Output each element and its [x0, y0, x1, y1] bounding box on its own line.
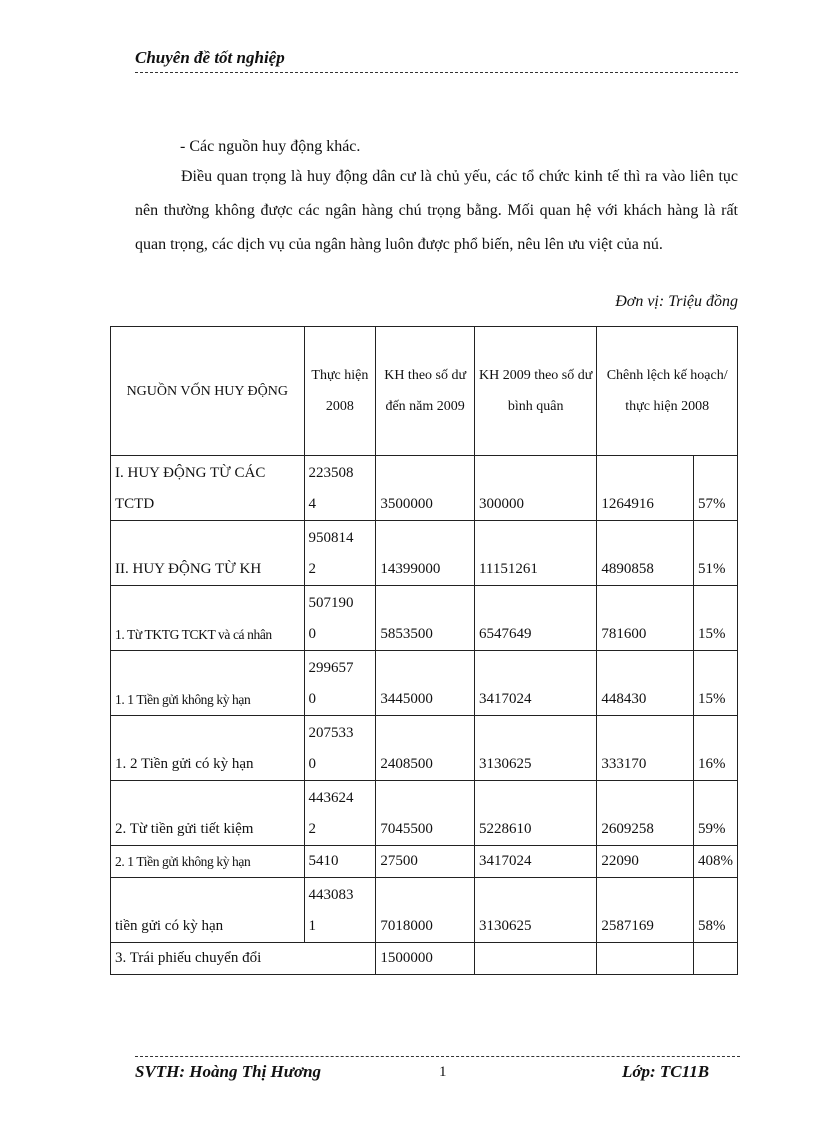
- page-header-title: Chuyên đề tốt nghiệp: [135, 48, 738, 73]
- table-row: [111, 781, 738, 846]
- table-row: [111, 716, 738, 781]
- table-row: [111, 846, 738, 878]
- row-plan-avg: 3130625: [474, 878, 596, 943]
- unit-label: Đơn vị: Triệu đồng: [615, 293, 738, 310]
- row-plan-end: 7045500: [376, 781, 475, 846]
- table-row: [111, 651, 738, 716]
- page-number: 1: [439, 1064, 447, 1080]
- row-pct: [693, 943, 737, 975]
- row-pct: 58%: [693, 878, 737, 943]
- row-actual: 443083 1: [304, 878, 376, 943]
- row-plan-avg: 5228610: [474, 781, 596, 846]
- table-row: [111, 943, 738, 975]
- row-diff: 781600: [597, 586, 694, 651]
- row-name: tiền gửi có kỳ hạn: [111, 878, 305, 943]
- row-plan-end: 1500000: [376, 943, 475, 975]
- table-row: [111, 878, 738, 943]
- row-actual: 5410: [304, 846, 376, 878]
- footer-class: Lớp: TC11B: [622, 1062, 710, 1081]
- header-plan-avg: KH 2009 theo số dư bình quân: [474, 327, 596, 456]
- header-actual: Thực hiện 2008: [304, 327, 376, 456]
- row-plan-avg: 6547649: [474, 586, 596, 651]
- header-diff: Chênh lệch kế hoạch/ thực hiện 2008: [597, 327, 738, 456]
- row-plan-end: 27500: [376, 846, 475, 878]
- row-plan-end: 7018000: [376, 878, 475, 943]
- row-name: II. HUY ĐỘNG TỪ KH: [111, 521, 305, 586]
- row-plan-end: 2408500: [376, 716, 475, 781]
- row-plan-avg: 300000: [474, 456, 596, 521]
- row-actual: 507190 0: [304, 586, 376, 651]
- row-diff: 2609258: [597, 781, 694, 846]
- row-diff: 4890858: [597, 521, 694, 586]
- row-plan-avg: 3417024: [474, 846, 596, 878]
- row-diff: 22090: [597, 846, 694, 878]
- row-diff: 2587169: [597, 878, 694, 943]
- row-actual: 950814 2: [304, 521, 376, 586]
- row-diff: [597, 943, 694, 975]
- row-actual: 207533 0: [304, 716, 376, 781]
- row-actual: 299657 0: [304, 651, 376, 716]
- row-plan-end: 5853500: [376, 586, 475, 651]
- table-header-row: [111, 327, 738, 456]
- row-pct: 16%: [693, 716, 737, 781]
- row-diff: 1264916: [597, 456, 694, 521]
- row-pct: 408%: [693, 846, 737, 878]
- table-row: [111, 521, 738, 586]
- table-row: [111, 456, 738, 521]
- row-plan-avg: 3130625: [474, 716, 596, 781]
- row-plan-avg: [474, 943, 596, 975]
- row-name: 2. 1 Tiền gửi không kỳ hạn: [111, 846, 305, 878]
- row-pct: 59%: [693, 781, 737, 846]
- row-name: 1. 2 Tiền gửi có kỳ hạn: [111, 716, 305, 781]
- capital-mobilization-table: [110, 326, 738, 975]
- row-pct: 15%: [693, 586, 737, 651]
- row-diff: 448430: [597, 651, 694, 716]
- row-plan-avg: 11151261: [474, 521, 596, 586]
- footer-author: SVTH: Hoàng Thị Hương: [135, 1062, 322, 1081]
- row-pct: 15%: [693, 651, 737, 716]
- body-paragraph: Điều quan trọng là huy động dân cư là chủ yếu, các tổ chức kinh tế thì ra vào liên tục nên thường không được các ngân hàng chú trọng bằng. Mối quan hệ với khách hàng là rất quan trọng, các dịch vụ của ngân hàng luôn được phổ biến, nêu lên ưu việt của nú.: [135, 168, 738, 253]
- table-row: [111, 586, 738, 651]
- row-pct: 51%: [693, 521, 737, 586]
- row-pct: 57%: [693, 456, 737, 521]
- header-source: NGUỒN VỐN HUY ĐỘNG: [111, 327, 305, 456]
- row-actual: 443624 2: [304, 781, 376, 846]
- row-diff: 333170: [597, 716, 694, 781]
- row-plan-end: 14399000: [376, 521, 475, 586]
- row-actual: 223508 4: [304, 456, 376, 521]
- row-name: 1. Từ TKTG TCKT và cá nhân: [111, 586, 305, 651]
- row-name: 1. 1 Tiền gửi không kỳ hạn: [111, 651, 305, 716]
- row-name: I. HUY ĐỘNG TỪ CÁC TCTD: [111, 456, 305, 521]
- row-name: 3. Trái phiếu chuyển đổi: [111, 943, 376, 975]
- row-plan-avg: 3417024: [474, 651, 596, 716]
- bullet-text: - Các nguồn huy động khác.: [180, 138, 361, 155]
- row-name: 2. Từ tiền gửi tiết kiệm: [111, 781, 305, 846]
- header-plan-end: KH theo số dư đến năm 2009: [376, 327, 475, 456]
- row-plan-end: 3500000: [376, 456, 475, 521]
- row-plan-end: 3445000: [376, 651, 475, 716]
- footer-divider: [135, 1056, 740, 1057]
